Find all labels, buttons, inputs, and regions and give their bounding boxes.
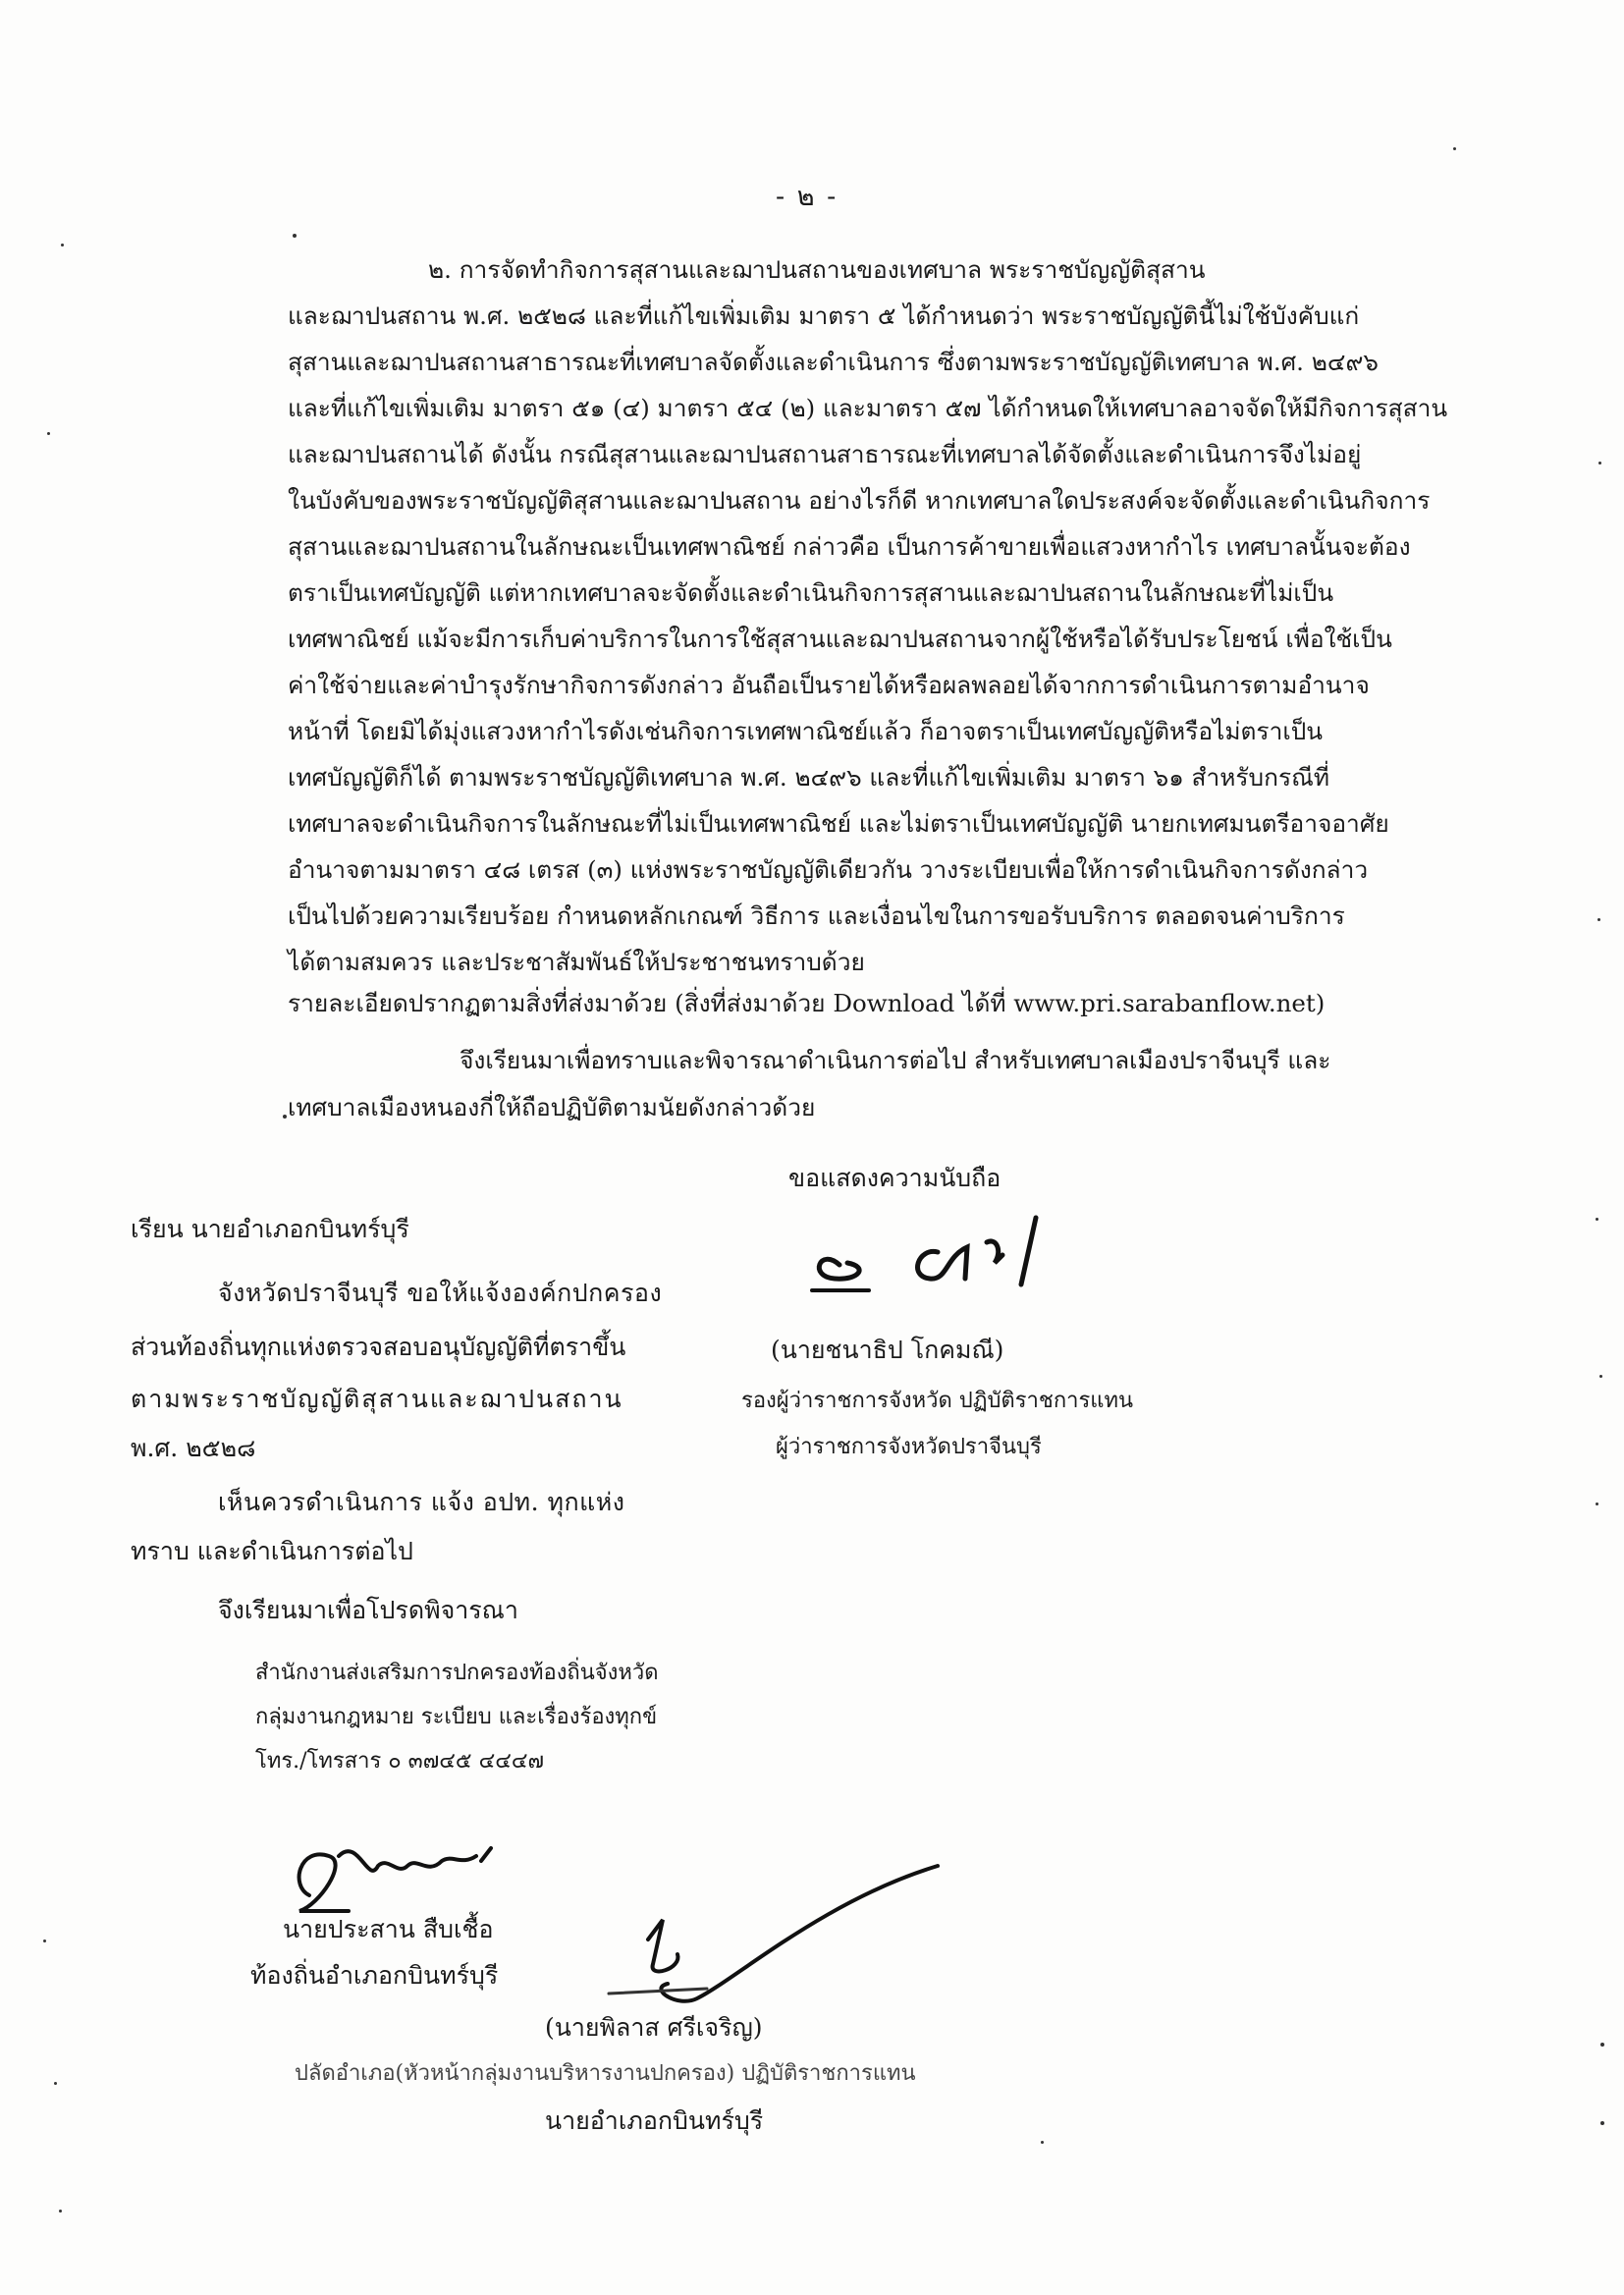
memo-addressee: เรียน นายอำเภอกบินทร์บุรี — [131, 1215, 409, 1243]
scan-speck — [1599, 1375, 1602, 1378]
scan-speck — [1596, 1503, 1598, 1505]
contact-phone: โทร./โทรสาร ๐ ๓๗๔๕ ๔๔๔๗ — [255, 1749, 545, 1774]
closing-line: จึงเรียนมาเพื่อทราบและพิจารณาดำเนินการต่อไป สำหรับเทศบาลเมืองปราจีนบุรี และ — [460, 1046, 1331, 1074]
officer-position: ท้องถิ่นอำเภอกบินทร์บุรี — [250, 1961, 499, 1990]
paragraph-line: ๒. การจัดทำกิจการสุสานและฌาปนสถานของเทศบาล พระราชบัญญัติสุสาน — [428, 255, 1206, 284]
district-signer-name: (นายพิลาส ศรีเจริญ) — [545, 2013, 763, 2042]
page-number: - ๒ - — [776, 182, 839, 212]
memo-line: ส่วนท้องถิ่นทุกแห่งตรวจสอบอนุบัญญัติที่ตราขึ้น — [131, 1333, 626, 1361]
signer-position: ผู้ว่าราชการจังหวัดปราจีนบุรี — [776, 1435, 1042, 1459]
memo-line: เห็นควรดำเนินการ แจ้ง อปท. ทุกแห่ง — [218, 1488, 625, 1516]
signer-name: (นายชนาธิป โกคมณี) — [771, 1336, 1004, 1364]
scan-speck — [283, 1115, 287, 1119]
scan-speck — [1596, 1218, 1598, 1221]
scan-speck — [59, 2210, 62, 2213]
officer-signature-icon — [280, 1827, 515, 1915]
closing-line: เทศบาลเมืองหนองกี่ให้ถือปฏิบัติตามนัยดังกล่าวด้วย — [288, 1093, 816, 1121]
paragraph-line: และที่แก้ไขเพิ่มเติม มาตรา ๕๑ (๔) มาตรา ๕๔ (๒) และมาตรา ๕๗ ได้กำหนดให้เทศบาลอาจจัดให้มีกิจการสุสาน — [288, 394, 1448, 422]
scan-speck — [293, 234, 297, 238]
governor-signature-icon — [800, 1208, 1056, 1296]
paragraph-line: เทศบาลจะดำเนินกิจการในลักษณะที่ไม่เป็นเทศพาณิชย์ และไม่ตราเป็นเทศบัญญัติ นายกเทศมนตรีอาจอาศัย — [288, 809, 1389, 838]
scan-speck — [1041, 2141, 1044, 2144]
scan-speck — [1600, 2043, 1604, 2047]
paragraph-line: เทศพาณิชย์ แม้จะมีการเก็บค่าบริการในการใช้สุสานและฌาปนสถานจากผู้ใช้หรือได้รับประโยชน์ เพื่อใช้เป็น — [288, 625, 1392, 653]
paragraph-line: สุสานและฌาปนสถานสาธารณะที่เทศบาลจัดตั้งและดำเนินการ ซึ่งตามพระราชบัญญัติเทศบาล พ.ศ. ๒๔๙๖ — [288, 348, 1379, 376]
paragraph-line: ในบังคับของพระราชบัญญัติสุสานและฌาปนสถาน อย่างไรก็ดี หากเทศบาลใดประสงค์จะจัดตั้งและดำเนินกิจการ — [288, 486, 1431, 515]
scan-speck — [1600, 2121, 1604, 2125]
memo-line: จังหวัดปราจีนบุรี ขอให้แจ้งองค์กปกครอง — [218, 1279, 663, 1307]
paragraph-line: เป็นไปด้วยความเรียบร้อย กำหนดหลักเกณฑ์ วิธีการ และเงื่อนไขในการขอรับบริการ ตลอดจนค่าบริการ — [288, 902, 1345, 930]
contact-group: กลุ่มงานกฎหมาย ระเบียบ และเรื่องร้องทุกข์ — [255, 1705, 658, 1729]
paragraph-line: เทศบัญญัติก็ได้ ตามพระราชบัญญัติเทศบาล พ.ศ. ๒๔๙๖ และที่แก้ไขเพิ่มเติม มาตรา ๖๑ สำหรับกรณีที่ — [288, 763, 1329, 792]
memo-line: จึงเรียนมาเพื่อโปรดพิจารณา — [218, 1596, 518, 1624]
memo-line: ตามพระราชบัญญัติสุสานและฌาปนสถาน — [131, 1385, 623, 1413]
scan-speck — [43, 1940, 46, 1942]
scan-speck — [61, 244, 64, 246]
memo-line: พ.ศ. ๒๕๒๘ — [131, 1434, 256, 1462]
scan-speck — [54, 2082, 57, 2085]
paragraph-line: และฌาปนสถานได้ ดังนั้น กรณีสุสานและฌาปนสถานสาธารณะที่เทศบาลได้จัดตั้งและดำเนินการจึงไม่อยู่ — [288, 440, 1362, 468]
district-signer-position: นายอำเภอกบินทร์บุรี — [545, 2106, 764, 2135]
paragraph-line: อำนาจตามมาตรา ๔๘ เตรส (๓) แห่งพระราชบัญญัติเดียวกัน วางระเบียบเพื่อให้การดำเนินกิจการดังกล่าว — [288, 855, 1369, 884]
officer-name: นายประสาน สืบเชื้อ — [283, 1915, 494, 1943]
contact-office: สำนักงานส่งเสริมการปกครองท้องถิ่นจังหวัด — [255, 1661, 659, 1685]
scan-speck — [1598, 462, 1601, 464]
memo-line: ทราบ และดำเนินการต่อไป — [131, 1537, 413, 1565]
paragraph-line: สุสานและฌาปนสถานในลักษณะเป็นเทศพาณิชย์ กล่าวคือ เป็นการค้าขายเพื่อแสวงหากำไร เทศบาลนั้นจะต้อง — [288, 532, 1411, 561]
district-signer-position: ปลัดอำเภอ(หัวหน้ากลุ่มงานบริหารงานปกครอง) ปฏิบัติราชการแทน — [295, 2061, 916, 2086]
scan-speck — [47, 432, 50, 435]
paragraph-line: หน้าที่ โดยมิได้มุ่งแสวงหากำไรดังเช่นกิจการเทศพาณิชย์แล้ว ก็อาจตราเป็นเทศบัญญัติหรือไม่ตราเป็น — [288, 717, 1324, 745]
paragraph-line: ตราเป็นเทศบัญญัติ แต่หากเทศบาลจะจัดตั้งและดำเนินกิจการสุสานและฌาปนสถานในลักษณะที่ไม่เป็น — [288, 578, 1334, 607]
signer-position: รองผู้ว่าราชการจังหวัด ปฏิบัติราชการแทน — [741, 1389, 1134, 1413]
enclosure-note: รายละเอียดปรากฏตามสิ่งที่ส่งมาด้วย (สิ่งที่ส่งมาด้วย Download ได้ที่ www.pri.sarabanflow.net) — [288, 989, 1326, 1017]
valediction: ขอแสดงความนับถือ — [788, 1164, 1001, 1192]
paragraph-line: ค่าใช้จ่ายและค่าบำรุงรักษากิจการดังกล่าว อันถือเป็นรายได้หรือผลพลอยได้จากการดำเนินการตามอำนาจ — [288, 671, 1370, 699]
scan-speck — [1453, 147, 1456, 150]
paragraph-line: และฌาปนสถาน พ.ศ. ๒๕๒๘ และที่แก้ไขเพิ่มเติม มาตรา ๕ ได้กำหนดว่า พระราชบัญญัตินี้ไม่ใช้บังคับแก่ — [288, 301, 1360, 330]
scan-speck — [1597, 918, 1600, 921]
paragraph-line: ได้ตามสมควร และประชาสัมพันธ์ให้ประชาชนทราบด้วย — [288, 948, 865, 976]
